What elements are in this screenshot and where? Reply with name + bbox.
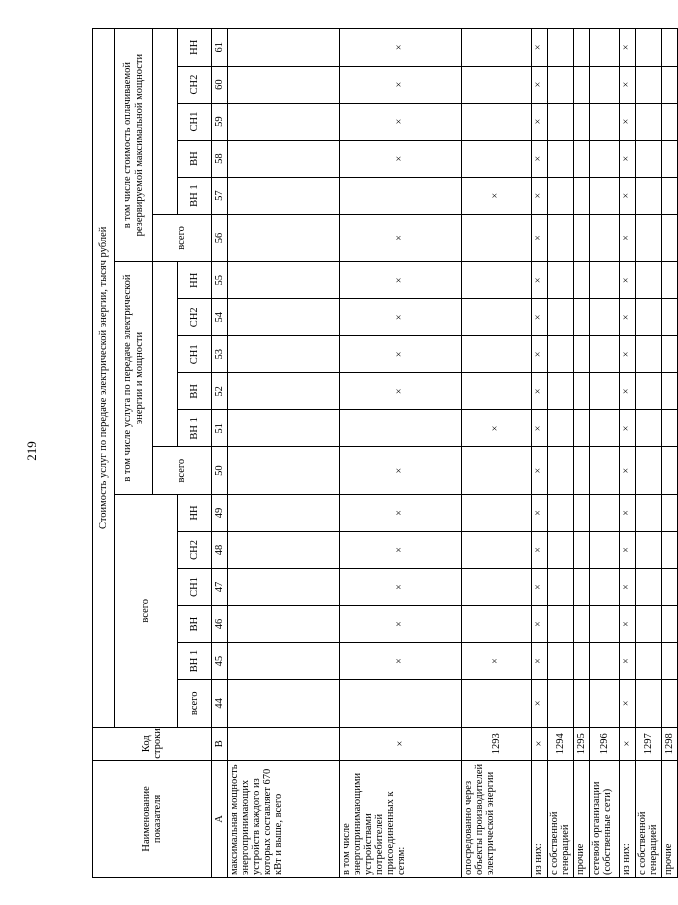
column-number: 52 <box>212 373 228 410</box>
level-header: СН2 <box>178 66 212 103</box>
level-header: ВН 1 <box>178 177 212 214</box>
data-cell <box>590 447 620 495</box>
row-code: 1297 <box>636 727 662 760</box>
data-cell <box>574 373 590 410</box>
data-cell <box>590 299 620 336</box>
data-cell <box>228 531 340 568</box>
data-cell <box>636 262 662 299</box>
level-header: ВН 1 <box>178 410 212 447</box>
data-cell: × <box>340 103 462 140</box>
data-cell: × <box>340 494 462 531</box>
column-number: 47 <box>212 568 228 605</box>
data-cell: × <box>340 531 462 568</box>
column-letter-a: А <box>212 760 228 877</box>
data-cell: × <box>620 606 636 643</box>
table-row <box>574 29 590 878</box>
data-cell: × <box>532 262 548 299</box>
data-cell <box>548 140 574 177</box>
level-header: ВН 1 <box>178 643 212 680</box>
data-cell <box>590 568 620 605</box>
data-cell: × <box>532 606 548 643</box>
data-cell <box>590 103 620 140</box>
level-header: СН2 <box>178 531 212 568</box>
data-cell <box>462 103 532 140</box>
data-cell <box>574 494 590 531</box>
data-cell <box>662 262 678 299</box>
data-cell <box>462 214 532 262</box>
name-column-header: Наименование показателя <box>93 760 212 877</box>
column-number: 59 <box>212 103 228 140</box>
data-cell <box>636 447 662 495</box>
data-cell: × <box>620 336 636 373</box>
data-cell <box>548 66 574 103</box>
data-cell: × <box>620 66 636 103</box>
data-cell <box>548 680 574 728</box>
data-cell: × <box>620 103 636 140</box>
data-cell <box>462 680 532 728</box>
data-cell <box>662 140 678 177</box>
data-cell: × <box>620 299 636 336</box>
data-cell: × <box>532 447 548 495</box>
data-cell: × <box>532 643 548 680</box>
group-total-header: всего <box>115 494 178 727</box>
cost-title-header: Стоимость услуг по передаче электрической энергии, тысяч рублей <box>93 29 115 728</box>
data-cell: × <box>340 336 462 373</box>
row-name: из них: <box>620 760 636 877</box>
data-cell <box>636 643 662 680</box>
data-cell <box>228 103 340 140</box>
column-number: 60 <box>212 66 228 103</box>
data-cell <box>228 140 340 177</box>
data-cell <box>590 410 620 447</box>
data-cell <box>574 214 590 262</box>
level-header: ВН <box>178 140 212 177</box>
level-header: НН <box>178 494 212 531</box>
transfer-total-header: всего <box>153 447 212 495</box>
data-cell: × <box>620 410 636 447</box>
data-cell <box>548 336 574 373</box>
data-cell: × <box>340 262 462 299</box>
data-cell: × <box>462 410 532 447</box>
level-header: ВН <box>178 606 212 643</box>
data-cell: × <box>532 29 548 67</box>
data-cell: × <box>620 262 636 299</box>
data-cell <box>590 643 620 680</box>
data-cell <box>574 680 590 728</box>
transfer-levels-spacer <box>153 262 178 447</box>
data-cell <box>228 494 340 531</box>
data-cell <box>636 299 662 336</box>
data-cell <box>462 140 532 177</box>
row-code: × <box>620 727 636 760</box>
data-cell <box>662 531 678 568</box>
data-cell: × <box>620 680 636 728</box>
column-number: 50 <box>212 447 228 495</box>
table-rotator <box>92 28 675 878</box>
data-cell <box>574 103 590 140</box>
data-cell <box>548 643 574 680</box>
data-cell <box>228 447 340 495</box>
data-cell <box>462 29 532 67</box>
data-cell <box>462 568 532 605</box>
data-cell <box>636 568 662 605</box>
row-name: прочие <box>574 760 590 877</box>
data-cell <box>574 336 590 373</box>
data-cell <box>548 410 574 447</box>
data-cell: × <box>620 214 636 262</box>
data-cell: × <box>340 214 462 262</box>
data-cell <box>462 447 532 495</box>
row-name: с собственной генерацией <box>548 760 574 877</box>
table-row <box>340 29 462 878</box>
column-number: 57 <box>212 177 228 214</box>
data-cell <box>636 66 662 103</box>
column-number: 53 <box>212 336 228 373</box>
total-subtotal-header: всего <box>178 680 212 728</box>
data-cell: × <box>340 373 462 410</box>
data-cell <box>636 606 662 643</box>
data-cell <box>228 299 340 336</box>
level-header: НН <box>178 262 212 299</box>
data-cell <box>462 262 532 299</box>
data-cell <box>574 447 590 495</box>
data-cell: × <box>620 29 636 67</box>
column-number: 48 <box>212 531 228 568</box>
data-cell: × <box>620 140 636 177</box>
data-cell <box>662 494 678 531</box>
data-cell: × <box>620 177 636 214</box>
data-cell: × <box>340 299 462 336</box>
data-cell <box>574 140 590 177</box>
column-number: 49 <box>212 494 228 531</box>
group-reserved-header: в том числе стоимость оплачиваемой резервируемой максимальной мощности <box>115 29 153 262</box>
data-cell <box>228 606 340 643</box>
data-cell: × <box>532 214 548 262</box>
data-cell: × <box>462 643 532 680</box>
data-cell <box>662 447 678 495</box>
table-row <box>228 29 340 878</box>
data-cell <box>662 103 678 140</box>
data-cell <box>574 299 590 336</box>
data-cell: × <box>340 447 462 495</box>
data-cell <box>662 336 678 373</box>
data-cell <box>228 177 340 214</box>
rotated-table-frame <box>92 28 675 878</box>
data-cell: × <box>340 66 462 103</box>
data-cell <box>462 336 532 373</box>
row-code: 1294 <box>548 727 574 760</box>
data-cell <box>548 606 574 643</box>
data-cell: × <box>532 177 548 214</box>
row-code: × <box>340 727 462 760</box>
data-cell <box>340 177 462 214</box>
data-cell: × <box>340 643 462 680</box>
column-number: 58 <box>212 140 228 177</box>
data-cell <box>662 29 678 67</box>
data-cell: × <box>532 531 548 568</box>
data-cell <box>228 680 340 728</box>
data-cell: × <box>340 140 462 177</box>
level-header: СН1 <box>178 568 212 605</box>
data-cell <box>574 568 590 605</box>
code-column-header: Код строки <box>93 727 212 760</box>
page-number: 219 <box>24 441 39 461</box>
data-cell: × <box>532 299 548 336</box>
header-row-numbers <box>212 29 228 878</box>
data-cell <box>574 410 590 447</box>
data-cell: × <box>532 680 548 728</box>
data-cell <box>636 140 662 177</box>
data-cell <box>228 262 340 299</box>
data-cell <box>462 66 532 103</box>
data-cell <box>548 447 574 495</box>
row-name: с собственной генерацией <box>636 760 662 877</box>
data-cell <box>662 66 678 103</box>
data-cell: × <box>532 66 548 103</box>
data-cell <box>462 531 532 568</box>
data-cell <box>590 336 620 373</box>
data-cell: × <box>532 103 548 140</box>
data-cell: × <box>620 643 636 680</box>
row-name: опосредованно через объекты производителей электрической энергии <box>462 760 532 877</box>
data-cell: × <box>620 531 636 568</box>
data-cell <box>548 568 574 605</box>
data-cell <box>590 177 620 214</box>
data-cell <box>548 29 574 67</box>
level-header: СН1 <box>178 103 212 140</box>
data-cell: × <box>532 568 548 605</box>
data-cell <box>228 410 340 447</box>
data-cell <box>636 531 662 568</box>
data-cell <box>574 531 590 568</box>
table-row <box>462 29 532 878</box>
column-number: 54 <box>212 299 228 336</box>
data-cell <box>636 373 662 410</box>
data-cell: × <box>532 140 548 177</box>
data-cell: × <box>532 410 548 447</box>
row-code: 1296 <box>590 727 620 760</box>
data-cell <box>228 336 340 373</box>
data-cell: × <box>532 336 548 373</box>
data-cell <box>340 680 462 728</box>
data-cell <box>548 531 574 568</box>
data-cell <box>662 606 678 643</box>
data-cell: × <box>532 373 548 410</box>
column-number: 44 <box>212 680 228 728</box>
data-cell <box>662 568 678 605</box>
row-code <box>228 727 340 760</box>
data-cell <box>590 140 620 177</box>
data-cell <box>590 494 620 531</box>
data-cell <box>548 262 574 299</box>
table-row <box>590 29 620 878</box>
data-cell <box>228 373 340 410</box>
data-cell: × <box>620 447 636 495</box>
data-cell <box>228 643 340 680</box>
data-cell: × <box>340 29 462 67</box>
data-cell <box>574 262 590 299</box>
data-cell: × <box>462 177 532 214</box>
data-cell <box>662 680 678 728</box>
table-row <box>548 29 574 878</box>
reserved-total-header: всего <box>153 214 212 262</box>
data-cell <box>590 29 620 67</box>
data-cell <box>228 29 340 67</box>
column-number: 56 <box>212 214 228 262</box>
row-code: × <box>532 727 548 760</box>
data-cell <box>662 299 678 336</box>
data-cell: × <box>620 373 636 410</box>
data-cell <box>636 29 662 67</box>
data-cell <box>548 214 574 262</box>
row-code: 1295 <box>574 727 590 760</box>
data-cell <box>462 373 532 410</box>
data-cell <box>548 494 574 531</box>
data-cell <box>662 214 678 262</box>
data-cell <box>574 643 590 680</box>
table-row <box>662 29 678 878</box>
data-cell <box>636 680 662 728</box>
row-name: сетевой организации (собственные сети) <box>590 760 620 877</box>
table-row <box>636 29 662 878</box>
data-cell <box>590 262 620 299</box>
column-number: 45 <box>212 643 228 680</box>
column-number: 51 <box>212 410 228 447</box>
data-cell <box>662 177 678 214</box>
data-cell <box>548 299 574 336</box>
reserved-levels-spacer <box>153 29 178 215</box>
data-cell <box>574 29 590 67</box>
data-cell <box>228 568 340 605</box>
header-row-1 <box>93 29 115 878</box>
data-cell <box>340 410 462 447</box>
data-cell <box>590 680 620 728</box>
level-header: НН <box>178 29 212 67</box>
level-header: СН2 <box>178 299 212 336</box>
data-cell <box>636 410 662 447</box>
data-cell: × <box>532 494 548 531</box>
data-cell <box>228 214 340 262</box>
data-cell <box>636 494 662 531</box>
row-name: из них: <box>532 760 548 877</box>
column-number: 46 <box>212 606 228 643</box>
data-cell: × <box>620 494 636 531</box>
data-table <box>92 28 678 878</box>
data-cell <box>590 531 620 568</box>
level-header: СН1 <box>178 336 212 373</box>
data-cell <box>662 373 678 410</box>
data-cell: × <box>340 568 462 605</box>
row-code: 1298 <box>662 727 678 760</box>
row-name: прочие <box>662 760 678 877</box>
data-cell <box>548 373 574 410</box>
data-cell <box>636 177 662 214</box>
data-cell <box>228 66 340 103</box>
level-header: ВН <box>178 373 212 410</box>
data-cell <box>636 214 662 262</box>
data-cell <box>590 214 620 262</box>
data-cell: × <box>340 606 462 643</box>
data-cell <box>462 299 532 336</box>
data-cell: × <box>620 568 636 605</box>
data-cell <box>662 643 678 680</box>
data-cell <box>462 606 532 643</box>
data-cell <box>574 66 590 103</box>
data-cell <box>548 177 574 214</box>
row-name: максимальная мощность энергопринимающих устройств каждого из которых составляет 670 кВт и выше, всего <box>228 760 340 877</box>
data-cell <box>462 494 532 531</box>
data-cell <box>548 103 574 140</box>
column-letter-b: В <box>212 727 228 760</box>
data-cell <box>636 103 662 140</box>
group-transfer-header: в том числе услуга по передаче электрической энергии и мощности <box>115 262 153 495</box>
row-name: в том числе энергопринимающими устройствами потребителей присоединенных к сетям: <box>340 760 462 877</box>
data-cell <box>662 410 678 447</box>
data-cell <box>574 606 590 643</box>
data-cell <box>590 66 620 103</box>
column-number: 55 <box>212 262 228 299</box>
column-number: 61 <box>212 29 228 67</box>
data-cell <box>590 606 620 643</box>
data-cell <box>590 373 620 410</box>
row-code: 1293 <box>462 727 532 760</box>
table-row <box>532 29 548 878</box>
data-cell <box>636 336 662 373</box>
table-row <box>620 29 636 878</box>
data-cell <box>574 177 590 214</box>
